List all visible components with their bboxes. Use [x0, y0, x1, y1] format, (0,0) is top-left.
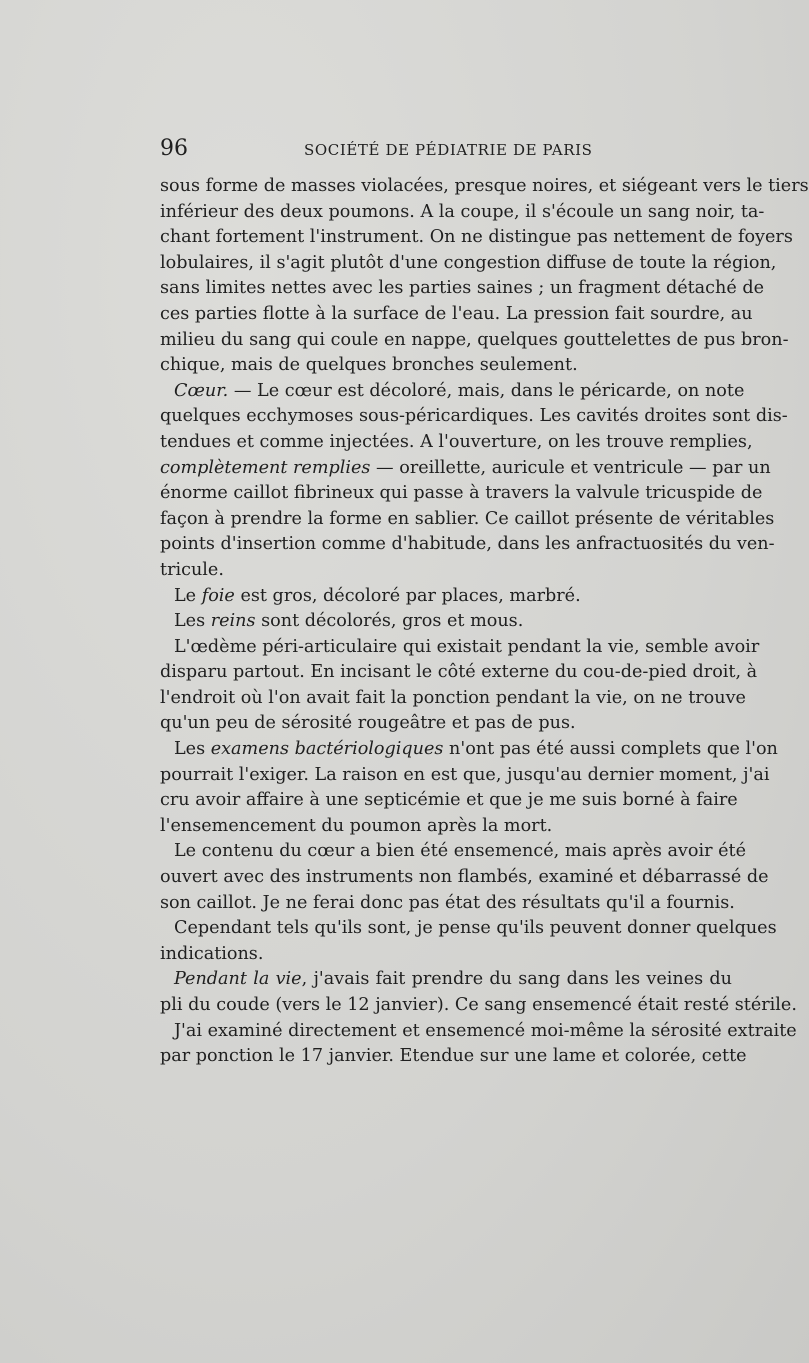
text-run: Les [174, 739, 211, 760]
italic-text: foie [201, 585, 235, 606]
text-line [160, 635, 760, 661]
text-run: chant fortement l'instrument. On ne distingue pas nettement de foyers [160, 227, 793, 248]
text-line [160, 686, 746, 712]
text-line [160, 456, 771, 482]
text-line [160, 788, 738, 814]
text-line [160, 430, 753, 456]
italic-text: Pendant la vie [174, 969, 302, 990]
text-line [160, 302, 753, 328]
italic-text: examens bactériologiques [210, 739, 444, 760]
text-line [160, 763, 770, 789]
text-line [160, 891, 735, 917]
text-run: est gros, décoloré par places, marbré. [234, 585, 581, 606]
text-run: sous forme de masses violacées, presque noires, et siégeant vers le tiers [160, 176, 809, 196]
text-run: Le contenu du cœur a bien été ensemencé, mais après avoir été [174, 841, 746, 862]
text-run: façon à prendre la forme en sablier. Ce caillot présente de véritables [160, 508, 775, 529]
text-line [160, 1044, 747, 1070]
text-line [160, 916, 777, 942]
text-run: pourrait l'exiger. La raison en est que, jusqu'au dernier moment, j'ai [160, 764, 770, 785]
text-line [160, 481, 763, 507]
text-run: , j'avais fait prendre du sang dans les veines du [301, 969, 733, 990]
text-line [160, 558, 732, 584]
text-run: milieu du sang qui coule en nappe, quelques gouttelettes de pus bron- [160, 329, 789, 350]
text-run: cru avoir affaire à une septicémie et que je me suis borné à faire [160, 790, 738, 811]
text-line [160, 328, 789, 354]
text-line [160, 942, 732, 968]
text-run: ouvert avec des instruments non flambés, examiné et débarrassé de [160, 867, 769, 888]
text-line [160, 200, 765, 226]
text-line [160, 814, 732, 840]
italic-text: reins [210, 611, 256, 632]
text-run: Cependant tels qu'ils sont, je pense qu'ils peuvent donner quelques [174, 918, 777, 939]
text-line [160, 584, 732, 610]
text-run: — Le cœur est décoloré, mais, dans le péricarde, on note [228, 380, 745, 401]
text-line [160, 276, 765, 302]
text-run: tricule. [160, 559, 224, 580]
running-head: SOCIÉTÉ DE PÉDIATRIE DE PARIS [304, 141, 593, 159]
text-line [160, 609, 732, 635]
text-line [160, 993, 797, 1019]
text-line [160, 865, 769, 891]
text-run: l'endroit où l'on avait fait la ponction pendant la vie, on ne trouve [160, 687, 746, 708]
text-line [160, 737, 778, 763]
text-line [160, 967, 732, 993]
italic-text: Cœur. [174, 380, 229, 401]
text-line [160, 379, 745, 405]
text-run: son caillot. Je ne ferai donc pas état des résultats qu'il a fournis. [160, 892, 735, 913]
text-run: indications. [160, 943, 264, 964]
text-run: Le [174, 585, 202, 606]
text-run: — oreillette, auricule et ventricule — par un [370, 457, 771, 478]
text-run: sont décolorés, gros et mous. [255, 611, 524, 632]
text-run: quelques ecchymoses sous-péricardiques. Les cavités droites sont dis- [160, 406, 788, 427]
text-run: tendues et comme injectées. A l'ouverture, on les trouve remplies, [160, 431, 753, 452]
text-run: inférieur des deux poumons. A la coupe, il s'écoule un sang noir, ta- [160, 201, 765, 222]
text-run: par ponction le 17 janvier. Etendue sur une lame et colorée, cette [160, 1046, 747, 1067]
text-run: pli du coude (vers le 12 janvier). Ce sang ensemencé était resté stérile. [160, 995, 797, 1015]
text-line [160, 174, 809, 200]
text-line [160, 532, 775, 558]
text-line [160, 660, 758, 686]
text-line [160, 353, 732, 379]
text-run: sans limites nettes avec les parties saines ; un fragment détaché de [160, 278, 765, 299]
text-line [160, 839, 746, 865]
text-run: qu'un peu de sérosité rougeâtre et pas de pus. [160, 713, 576, 734]
text-run: Les [174, 611, 211, 632]
italic-text: complètement remplies [160, 457, 371, 478]
text-run: chique, mais de quelques bronches seulement. [160, 355, 578, 376]
text-run: énorme caillot fibrineux qui passe à travers la valvule tricuspide de [160, 483, 763, 504]
text-run: L'œdème péri-articulaire qui existait pendant la vie, semble avoir [174, 636, 760, 657]
page-header [160, 136, 732, 166]
text-run: disparu partout. En incisant le côté externe du cou-de-pied droit, à [160, 662, 758, 683]
body-text [160, 174, 809, 1070]
text-line [160, 225, 793, 251]
text-line [160, 1019, 797, 1045]
text-run: J'ai examiné directement et ensemencé moi-même la sérosité extraite [174, 1020, 797, 1041]
text-line [160, 251, 777, 277]
text-run: l'ensemencement du poumon après la mort. [160, 815, 553, 836]
text-run: points d'insertion comme d'habitude, dans les anfractuosités du ven- [160, 534, 775, 555]
text-line [160, 404, 788, 430]
text-run: ces parties flotte à la surface de l'eau. La pression fait sourdre, au [160, 303, 753, 324]
text-run: n'ont pas été aussi complets que l'on [443, 739, 778, 760]
text-run: lobulaires, il s'agit plutôt d'une congestion diffuse de toute la région, [160, 252, 777, 273]
text-line [160, 507, 775, 533]
text-line [160, 711, 732, 737]
page-number: 96 [160, 136, 188, 161]
